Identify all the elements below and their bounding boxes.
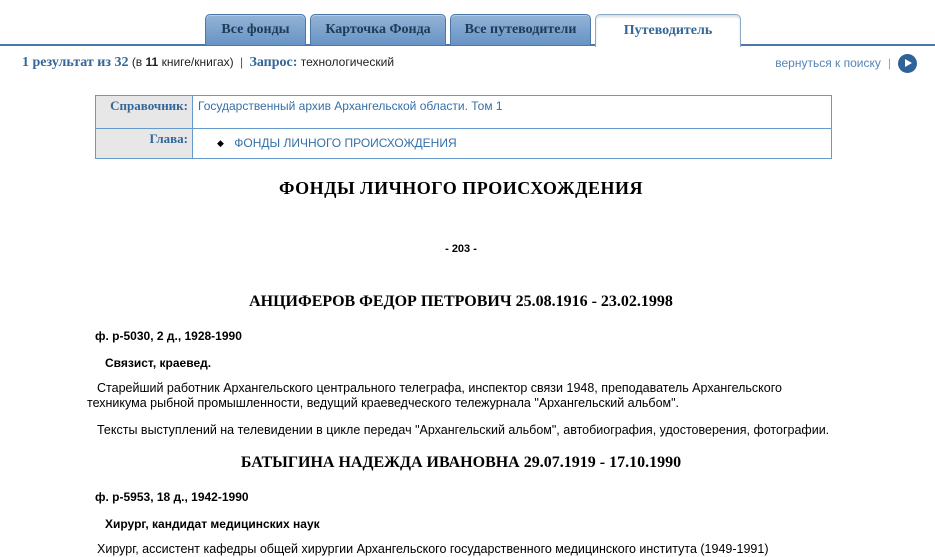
back-to-search-link[interactable]: вернуться к поиску bbox=[775, 56, 881, 70]
entry-heading: БАТЫГИНА НАДЕЖДА ИВАНОВНА 29.07.1919 - 17.10.1990 bbox=[240, 453, 682, 471]
diamond-bullet-icon: ◆ bbox=[217, 138, 224, 148]
chapter-link[interactable]: ФОНДЫ ЛИЧНОГО ПРОИСХОЖДЕНИЯ bbox=[234, 136, 457, 150]
results-bar bbox=[22, 52, 917, 74]
entry-occupation: Связист, краевед. bbox=[105, 356, 212, 370]
results-books-count: 11 bbox=[145, 55, 159, 69]
results-separator: | bbox=[239, 55, 244, 69]
table-row bbox=[96, 129, 832, 159]
guide-document bbox=[0, 158, 935, 557]
results-books-prefix: (в bbox=[131, 55, 143, 69]
play-circle-icon[interactable] bbox=[898, 54, 917, 73]
results-actions bbox=[775, 54, 917, 73]
reference-value bbox=[193, 96, 832, 129]
chapter-label: Глава: bbox=[96, 129, 193, 159]
query-value: технологический bbox=[300, 55, 395, 69]
fond-reference: ф. р-5953, 18 д., 1942-1990 bbox=[95, 489, 249, 504]
tab-all-fonds[interactable]: Все фонды bbox=[205, 14, 306, 45]
tab-guide-active[interactable]: Путеводитель bbox=[595, 14, 741, 47]
tab-fond-card[interactable]: Карточка Фонда bbox=[310, 14, 446, 45]
reference-label: Справочник: bbox=[96, 96, 193, 129]
query-label: Запрос: bbox=[249, 55, 298, 70]
page-number: - 203 - bbox=[445, 243, 477, 255]
tab-bar bbox=[205, 14, 741, 47]
entry-heading: АНЦИФЕРОВ ФЕДОР ПЕТРОВИЧ 25.08.1916 - 23.02.1998 bbox=[249, 293, 673, 310]
tab-all-guides[interactable]: Все путеводители bbox=[450, 14, 591, 45]
entry-paragraph: Старейший работник Архангельского центрального телеграфа, инспектор связи 1948, преподаватель Архангельского техникума рыбной промышленности, ведущий краеведческого тележурнала "Архангельский альбом". bbox=[87, 381, 782, 411]
guide-book-link[interactable]: Государственный архив Архангельской области. Том 1 bbox=[198, 99, 503, 113]
results-books-suffix: книге/книгах) bbox=[161, 55, 234, 69]
fond-reference: ф. р-5030, 2 д., 1928-1990 bbox=[95, 329, 242, 343]
entry-occupation: Хирург, кандидат медицинских наук bbox=[105, 516, 320, 531]
table-row bbox=[96, 96, 832, 129]
chapter-value bbox=[193, 129, 832, 159]
back-separator: | bbox=[887, 56, 891, 70]
results-count: 1 результат из 32 bbox=[22, 55, 129, 70]
entry-paragraph: Тексты выступлений на телевидении в цикле передач "Архангельский альбом", автобиография, удостоверения, фотографии. bbox=[97, 422, 830, 437]
results-summary bbox=[22, 55, 394, 71]
entry-paragraph: Хирург, ассистент кафедры общей хирургии Архангельского государственного медицинского института (1949-1991) bbox=[97, 541, 769, 556]
chapter-title: ФОНДЫ ЛИЧНОГО ПРОИСХОЖДЕНИЯ bbox=[278, 178, 644, 198]
reference-table bbox=[95, 95, 832, 159]
